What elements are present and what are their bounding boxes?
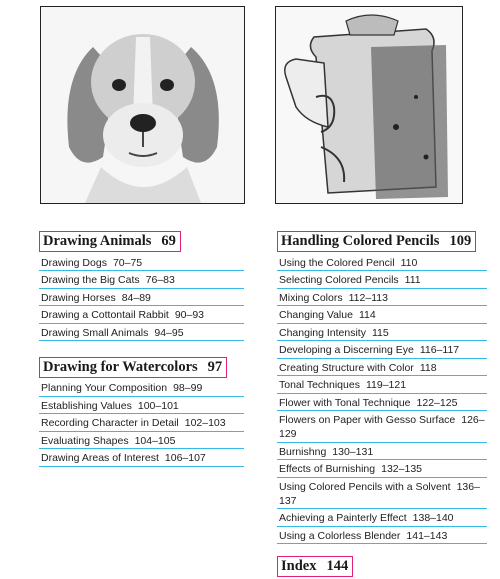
entry-title: Evaluating Shapes bbox=[41, 434, 129, 447]
entry-title: Drawing Small Animals bbox=[41, 326, 149, 339]
section-heading-drawing-animals[interactable] bbox=[39, 231, 181, 252]
toc-entry[interactable] bbox=[277, 478, 487, 509]
toc-entry[interactable] bbox=[39, 380, 244, 397]
entry-title: Drawing Dogs bbox=[41, 256, 107, 269]
entry-title: Effects of Burnishing bbox=[279, 463, 376, 475]
section-heading-index[interactable] bbox=[277, 556, 353, 577]
colored-pencil-drawing bbox=[275, 6, 463, 204]
toc-left-column bbox=[39, 231, 244, 467]
toc-entry[interactable] bbox=[277, 510, 487, 527]
toc-entry[interactable] bbox=[277, 394, 487, 411]
toc-entry[interactable] bbox=[277, 412, 487, 443]
entry-pages: 100–101 bbox=[137, 399, 179, 412]
toc-entry[interactable] bbox=[277, 377, 487, 394]
entry-pages: 110 bbox=[400, 256, 418, 269]
entry-pages: 126–129 bbox=[279, 414, 485, 440]
entry-pages: 94–95 bbox=[154, 326, 184, 339]
toc-entry[interactable] bbox=[39, 289, 244, 306]
entry-pages: 119–121 bbox=[365, 379, 407, 391]
entry-title: Achieving a Painterly Effect bbox=[279, 512, 407, 524]
section-page: 97 bbox=[207, 358, 223, 375]
entry-pages: 115 bbox=[371, 326, 389, 339]
entry-title: Using a Colorless Blender bbox=[279, 529, 401, 542]
toc-entry[interactable] bbox=[277, 443, 487, 460]
entry-title: Selecting Colored Pencils bbox=[279, 274, 399, 286]
toc-entry[interactable] bbox=[39, 397, 244, 414]
entries-handling-colored-pencils bbox=[277, 254, 487, 544]
toc-entry[interactable] bbox=[277, 324, 487, 341]
entry-pages: 70–75 bbox=[112, 256, 143, 269]
entry-pages: 111 bbox=[404, 274, 421, 286]
entry-title: Burnishng bbox=[279, 445, 327, 458]
entry-title: Recording Character in Detail bbox=[41, 417, 179, 429]
toc-right-column bbox=[277, 231, 487, 579]
entry-pages: 114 bbox=[358, 309, 376, 321]
entry-pages: 118 bbox=[419, 361, 437, 374]
toc-entry[interactable] bbox=[39, 307, 244, 324]
entry-pages: 138–140 bbox=[412, 512, 454, 524]
entry-title: Planning Your Composition bbox=[41, 382, 168, 394]
entry-pages: 136–137 bbox=[279, 480, 480, 507]
entry-title: Changing Value bbox=[279, 309, 353, 321]
section-page: 109 bbox=[449, 233, 472, 249]
toc-entry[interactable] bbox=[277, 289, 487, 306]
entry-pages: 104–105 bbox=[134, 434, 176, 447]
section-heading-drawing-for-watercolors[interactable] bbox=[39, 357, 227, 378]
section-title: Drawing for Watercolors bbox=[43, 358, 198, 375]
entry-pages: 84–89 bbox=[121, 291, 151, 304]
entry-pages: 76–83 bbox=[145, 274, 175, 286]
dog-sketch-icon bbox=[41, 7, 244, 203]
entry-title: Flowers on Paper with Gesso Surface bbox=[279, 414, 456, 426]
toc-entry[interactable] bbox=[39, 450, 244, 467]
toc-entry[interactable] bbox=[39, 432, 244, 449]
entry-pages: 98–99 bbox=[173, 382, 203, 394]
entry-pages: 132–135 bbox=[381, 463, 423, 475]
entry-pages: 102–103 bbox=[184, 417, 226, 429]
section-spacer bbox=[39, 342, 244, 357]
beagle-dog-drawing bbox=[40, 6, 245, 204]
entry-pages: 141–143 bbox=[406, 529, 448, 542]
toc-entry[interactable] bbox=[277, 527, 487, 544]
section-spacer bbox=[277, 545, 487, 556]
entry-title: Changing Intensity bbox=[279, 326, 366, 339]
section-heading-handling-colored-pencils[interactable] bbox=[277, 231, 476, 252]
section-page: 69 bbox=[161, 233, 176, 249]
section-title: Drawing Animals bbox=[43, 233, 152, 249]
entry-title: Tonal Techniques bbox=[279, 379, 360, 391]
toc-entry[interactable] bbox=[277, 272, 487, 289]
entry-pages: 122–125 bbox=[416, 396, 458, 409]
entry-title: Drawing a Cottontail Rabbit bbox=[41, 309, 169, 321]
toc-entry[interactable] bbox=[277, 254, 487, 271]
entry-title: Drawing the Big Cats bbox=[41, 274, 140, 286]
vessel-sketch-icon bbox=[276, 7, 462, 203]
entry-pages: 116–117 bbox=[419, 344, 460, 356]
toc-entry[interactable] bbox=[39, 272, 244, 289]
entries-drawing-animals bbox=[39, 254, 244, 341]
entry-title: Establishing Values bbox=[41, 399, 132, 412]
toc-entry[interactable] bbox=[277, 307, 487, 324]
entry-title: Creating Structure with Color bbox=[279, 361, 414, 374]
entry-title: Mixing Colors bbox=[279, 291, 343, 304]
entry-pages: 106–107 bbox=[164, 452, 206, 464]
entry-title: Flower with Tonal Technique bbox=[279, 396, 411, 409]
entry-pages: 112–113 bbox=[348, 291, 388, 304]
section-page: 144 bbox=[326, 557, 349, 574]
entry-title: Developing a Discerning Eye bbox=[279, 344, 414, 356]
toc-entry[interactable] bbox=[277, 342, 487, 359]
entry-pages: 130–131 bbox=[332, 445, 374, 458]
entry-title: Using the Colored Pencil bbox=[279, 256, 395, 269]
toc-entry[interactable] bbox=[39, 415, 244, 432]
toc-entry[interactable] bbox=[277, 461, 487, 478]
entry-title: Drawing Areas of Interest bbox=[41, 452, 159, 464]
entries-drawing-for-watercolors bbox=[39, 380, 244, 467]
section-title: Handling Colored Pencils bbox=[281, 233, 440, 249]
toc-entry[interactable] bbox=[39, 324, 244, 341]
entry-title: Drawing Horses bbox=[41, 291, 116, 304]
entry-pages: 90–93 bbox=[174, 309, 205, 321]
section-title: Index bbox=[281, 557, 317, 574]
entry-title: Using Colored Pencils with a Solvent bbox=[279, 480, 451, 493]
toc-entry[interactable] bbox=[277, 359, 487, 376]
toc-entry[interactable] bbox=[39, 254, 244, 271]
